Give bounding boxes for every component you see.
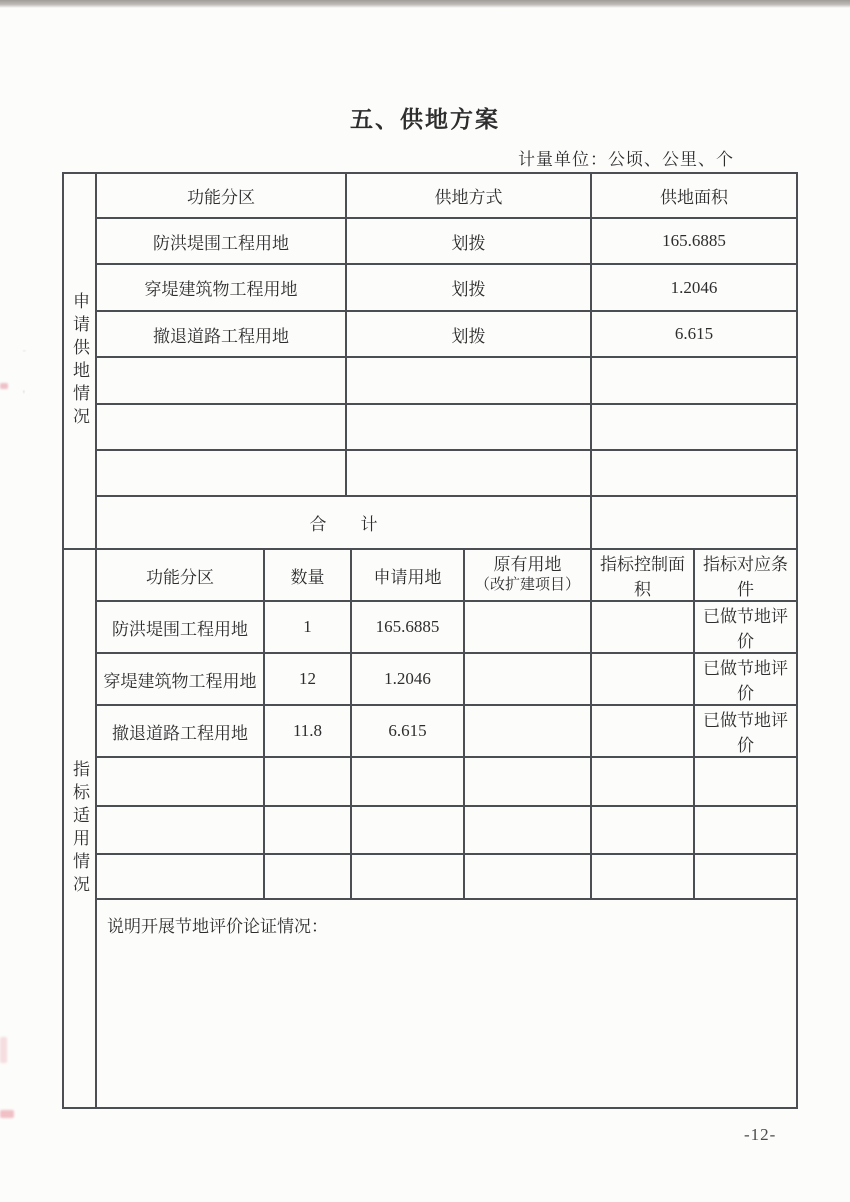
control-area-cell xyxy=(591,705,694,757)
zone-cell: 穿堤建筑物工程用地 xyxy=(96,653,264,705)
application-table xyxy=(62,172,798,550)
condition-cell xyxy=(694,854,797,899)
zone-cell xyxy=(96,404,346,450)
col-header-original-area: 原有用地 （改扩建项目） xyxy=(464,549,591,601)
supply-method-cell: 划拨 xyxy=(346,264,591,311)
table-row xyxy=(63,653,797,705)
stray-pencil-mark: ᵕ xyxy=(23,346,26,356)
section-label-cell xyxy=(63,173,96,549)
zone-cell xyxy=(96,357,346,404)
control-area-cell xyxy=(591,653,694,705)
zone-cell xyxy=(96,757,264,806)
zone-cell xyxy=(96,806,264,854)
stray-pencil-mark: ꞌ xyxy=(23,389,25,399)
condition-cell: 已做节地评价 xyxy=(694,653,797,705)
col-header-condition: 指标对应条件 xyxy=(694,549,797,601)
section-label: 申请供地情况 xyxy=(70,292,89,430)
pink-scan-artifact xyxy=(0,1110,14,1118)
original-area-cell xyxy=(464,757,591,806)
supply-area-cell: 1.2046 xyxy=(591,264,797,311)
col-header-zone: 功能分区 xyxy=(96,549,264,601)
scan-edge-artifact xyxy=(0,0,850,8)
pink-scan-artifact xyxy=(0,383,8,389)
table-row xyxy=(63,264,797,311)
empty-table-row xyxy=(63,450,797,496)
quantity-cell: 12 xyxy=(264,653,351,705)
supply-area-cell xyxy=(591,404,797,450)
quantity-cell xyxy=(264,854,351,899)
total-row xyxy=(63,496,797,549)
original-area-cell xyxy=(464,806,591,854)
supply-method-cell xyxy=(346,404,591,450)
condition-cell xyxy=(694,757,797,806)
col-header-quantity: 数量 xyxy=(264,549,351,601)
quantity-cell: 1 xyxy=(264,601,351,653)
zone-cell: 防洪堤围工程用地 xyxy=(96,601,264,653)
header-row xyxy=(63,549,797,601)
control-area-cell xyxy=(591,806,694,854)
applied-area-cell: 1.2046 xyxy=(351,653,464,705)
zone-cell: 撤退道路工程用地 xyxy=(96,705,264,757)
supply-method-cell xyxy=(346,450,591,496)
zone-cell xyxy=(96,854,264,899)
land-supply-form xyxy=(62,172,796,1109)
zone-cell xyxy=(96,450,346,496)
empty-table-row xyxy=(63,404,797,450)
control-area-cell xyxy=(591,757,694,806)
supply-area-cell xyxy=(591,357,797,404)
section-label-cell xyxy=(63,549,96,1108)
quantity-cell xyxy=(264,806,351,854)
condition-cell: 已做节地评价 xyxy=(694,705,797,757)
section-label: 指标适用情况 xyxy=(70,759,89,898)
table-row xyxy=(63,601,797,653)
applied-area-cell: 6.615 xyxy=(351,705,464,757)
empty-table-row xyxy=(63,854,797,899)
col-header-supply-method: 供地方式 xyxy=(346,173,591,218)
zone-cell: 防洪堤围工程用地 xyxy=(96,218,346,264)
pink-scan-artifact xyxy=(0,1037,7,1063)
original-area-cell xyxy=(464,653,591,705)
applied-area-cell: 165.6885 xyxy=(351,601,464,653)
empty-table-row xyxy=(63,806,797,854)
col-header-control-area: 指标控制面积 xyxy=(591,549,694,601)
note-row xyxy=(63,899,797,1108)
applied-area-cell xyxy=(351,757,464,806)
applied-area-cell xyxy=(351,806,464,854)
page-number: -12- xyxy=(744,1125,777,1144)
quantity-cell: 11.8 xyxy=(264,705,351,757)
original-area-cell xyxy=(464,705,591,757)
col-header-supply-area: 供地面积 xyxy=(591,173,797,218)
supply-area-cell: 165.6885 xyxy=(591,218,797,264)
zone-cell: 穿堤建筑物工程用地 xyxy=(96,264,346,311)
col-header-original-area-subline: （改扩建项目） xyxy=(474,577,580,594)
col-header-zone: 功能分区 xyxy=(96,173,346,218)
page-title: 五、供地方案 xyxy=(350,107,500,132)
supply-method-cell xyxy=(346,357,591,404)
table-row xyxy=(63,311,797,357)
supply-area-cell xyxy=(591,450,797,496)
indicator-table xyxy=(62,548,798,1109)
col-header-applied-area: 申请用地 xyxy=(351,549,464,601)
supply-method-cell: 划拨 xyxy=(346,218,591,264)
measurement-unit-note: 计量单位：公顷、公里、个 xyxy=(518,150,734,169)
empty-table-row xyxy=(63,757,797,806)
total-value-cell xyxy=(591,496,797,549)
table-row xyxy=(63,218,797,264)
condition-cell xyxy=(694,806,797,854)
supply-method-cell: 划拨 xyxy=(346,311,591,357)
original-area-cell xyxy=(464,854,591,899)
original-area-cell xyxy=(464,601,591,653)
control-area-cell xyxy=(591,601,694,653)
supply-area-cell: 6.615 xyxy=(591,311,797,357)
empty-table-row xyxy=(63,357,797,404)
table-row xyxy=(63,705,797,757)
zone-cell: 撤退道路工程用地 xyxy=(96,311,346,357)
quantity-cell xyxy=(264,757,351,806)
condition-cell: 已做节地评价 xyxy=(694,601,797,653)
applied-area-cell xyxy=(351,854,464,899)
control-area-cell xyxy=(591,854,694,899)
evaluation-note-cell: 说明开展节地评价论证情况： xyxy=(96,899,797,1108)
total-label-cell: 合 计 xyxy=(96,496,591,549)
header-row xyxy=(63,173,797,218)
